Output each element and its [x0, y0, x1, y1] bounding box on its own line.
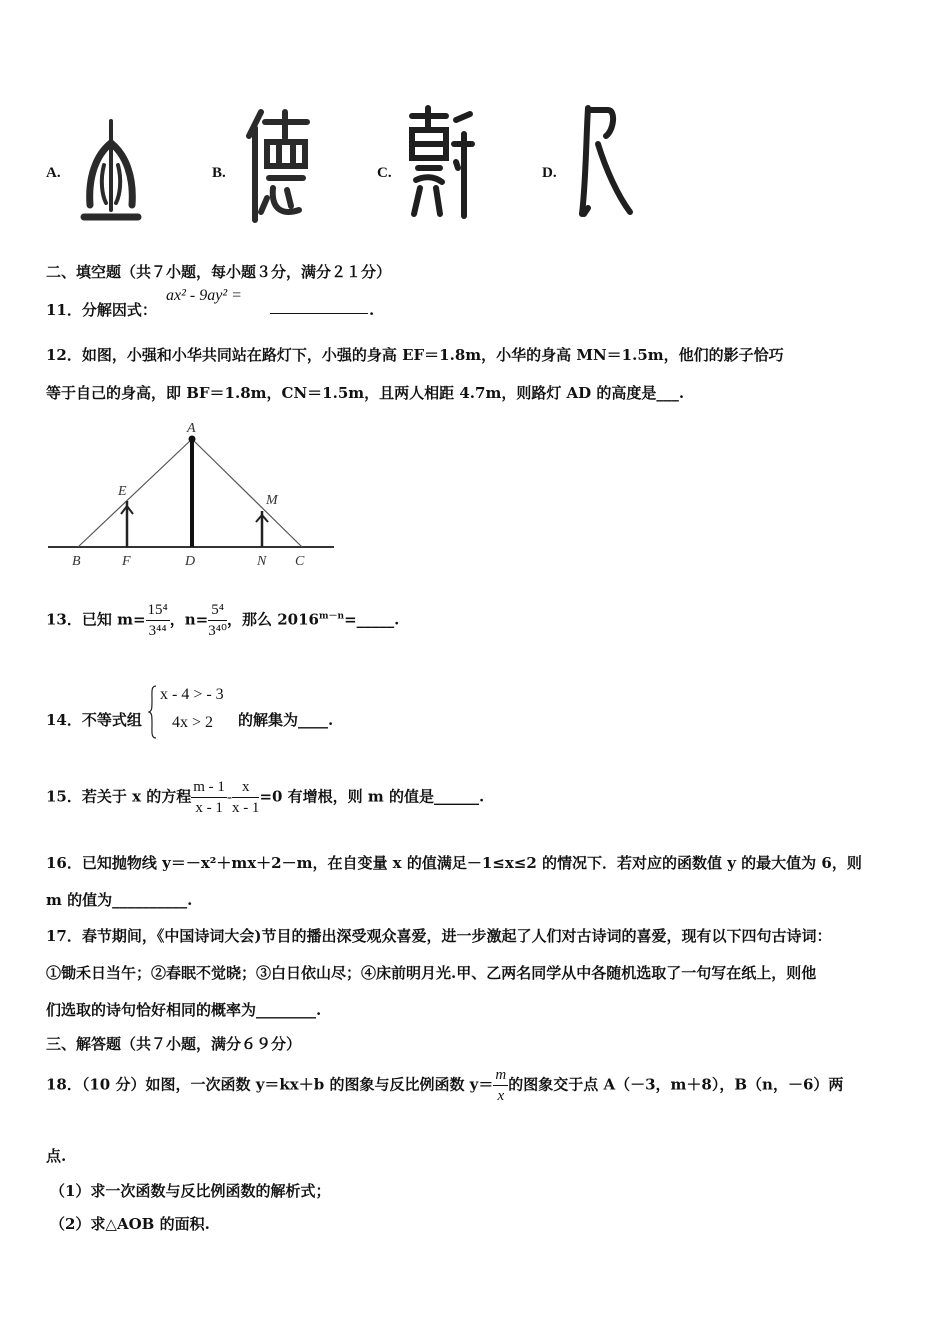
q16-line-1: 16．已知抛物线 y＝－x²＋mx＋2－m，在自变量 x 的值满足－1≤x≤2 的情况下．若对应的函数值 y 的最大值为 6，则 — [46, 854, 862, 872]
label-a: A — [187, 421, 196, 436]
q18-line-2: 点. — [46, 1147, 67, 1165]
q15-f1-denominator: x - 1 — [195, 800, 223, 816]
q12-line-2: 等于自己的身高，即 BF＝1.8m，CN＝1.5m，且两人相距 4.7m，则路灯 AD 的高度是___. — [46, 384, 685, 402]
q13-suffix-a: ，那么 2016 — [227, 610, 319, 629]
q15-fraction-1 — [191, 777, 227, 818]
q13-m-numerator: 15⁴ — [146, 600, 170, 621]
q14-inequality-2: 4x > 2 — [172, 714, 214, 731]
line-ac — [192, 439, 302, 547]
label-f: F — [122, 554, 131, 569]
q18-suffix: 的图象交于点 A（－3，m＋8），B（n，－6）两 — [508, 1075, 844, 1094]
q18-part-1: （1）求一次函数与反比例函数的解析式； — [50, 1182, 331, 1200]
label-n: N — [257, 554, 267, 569]
label-d: D — [185, 554, 196, 569]
lamp-shadow-figure — [44, 418, 340, 574]
q18-fraction — [493, 1065, 508, 1106]
q11-period: . — [369, 301, 375, 319]
q13-suffix-b: =_____. — [344, 610, 400, 629]
q15-fraction-2 — [232, 777, 260, 818]
q15-f2-numerator: x — [232, 777, 260, 798]
option-a-label: A. — [46, 165, 61, 181]
q15-f2-denominator: x - 1 — [231, 800, 260, 816]
option-c-label: C. — [377, 165, 392, 181]
q14-inequality-1: x - 4 > - 3 — [160, 686, 224, 703]
section-3-heading: 三、解答题（共７小题，满分６９分） — [46, 1035, 302, 1053]
q14-brace-icon — [148, 684, 158, 740]
q18-numerator: m — [493, 1065, 508, 1086]
q13-n-denominator: 3⁴⁰ — [208, 623, 228, 639]
q18-prefix: 18．（10 分）如图，一次函数 y＝kx＋b 的图象与反比例函数 y＝ — [46, 1075, 494, 1094]
label-b: B — [72, 554, 81, 569]
q14-suffix: 的解集为____. — [238, 711, 334, 729]
q13-prefix: 13．已知 m= — [46, 610, 146, 629]
seal-character-a-icon — [78, 115, 144, 227]
q11-expression: ax² - 9ay² = — [166, 287, 242, 304]
label-m: M — [266, 493, 278, 508]
q13-separator: ，n= — [169, 610, 209, 629]
q15-suffix: =0 有增根，则 m 的值是______. — [259, 787, 485, 806]
question-18 — [46, 1065, 843, 1106]
q14-prefix: 14．不等式组 — [46, 711, 142, 729]
label-c: C — [295, 554, 305, 569]
q13-n-numerator: 5⁴ — [208, 600, 227, 621]
label-e: E — [118, 484, 127, 499]
q11-prefix: 11．分解因式： — [46, 301, 157, 319]
seal-character-b-icon — [243, 108, 313, 226]
q16-line-2: m 的值为__________. — [46, 891, 193, 909]
q17-line-3: 们选取的诗句恰好相同的概率为________. — [46, 1001, 322, 1019]
lamp-point — [189, 436, 196, 443]
q13-m-fraction — [146, 600, 170, 641]
q13-n-fraction — [208, 600, 227, 641]
q13-m-denominator: 3⁴⁴ — [148, 623, 167, 639]
q17-line-1: 17．春节期间，《中国诗词大会)节目的播出深受观众喜爱，进一步激起了人们对古诗词的喜爱，现有以下四句古诗词： — [46, 927, 832, 945]
q18-part-2: （2）求△AOB 的面积. — [50, 1215, 210, 1233]
question-13 — [46, 600, 399, 641]
q15-f1-numerator: m - 1 — [191, 777, 227, 798]
seal-character-d-icon — [572, 100, 636, 220]
q15-prefix: 15．若关于 x 的方程 — [46, 787, 192, 806]
q11-answer-blank[interactable] — [270, 299, 368, 314]
q13-exponent: m－n — [319, 611, 345, 622]
section-2-heading: 二、填空题（共７小题，每小题３分，满分２１分） — [46, 263, 392, 281]
q18-denominator: x — [497, 1088, 505, 1104]
option-d-label: D. — [542, 165, 557, 181]
question-11 — [46, 300, 157, 320]
seal-character-c-icon — [406, 104, 478, 222]
q15-minus: - — [226, 789, 232, 806]
question-15 — [46, 777, 484, 818]
line-ba — [78, 439, 192, 547]
q12-line-1: 12．如图，小强和小华共同站在路灯下，小强的身高 EF＝1.8m，小华的身高 MN＝1.5m，他们的影子恰巧 — [46, 346, 784, 364]
option-b-label: B. — [212, 165, 226, 181]
q17-line-2: ①锄禾日当午；②春眠不觉晓；③白日依山尽；④床前明月光.甲、乙两名同学从中各随机选取了一句写在纸上，则他 — [46, 964, 817, 982]
